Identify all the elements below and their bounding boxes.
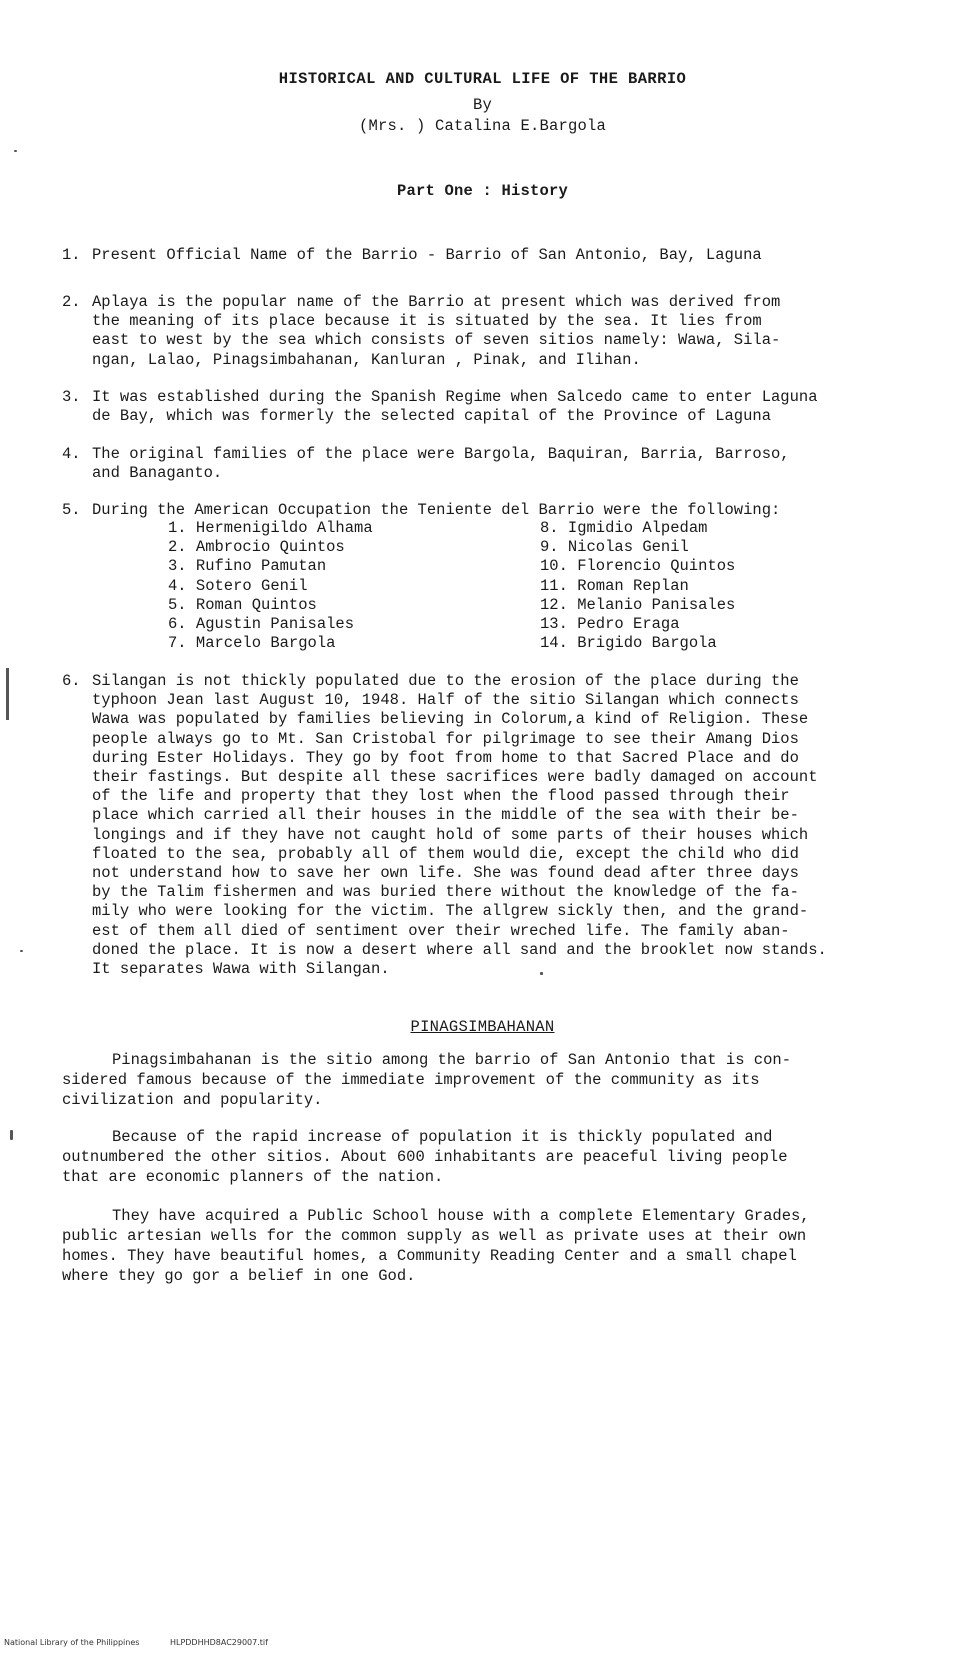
item-line: not understand how to save her own life. She was found dead after three days bbox=[92, 864, 799, 883]
paragraph-line: Pinagsimbahanan is the sitio among the barrio of San Antonio that is con- bbox=[112, 1051, 792, 1069]
paragraph-line: Because of the rapid increase of population it is thickly populated and bbox=[112, 1128, 773, 1146]
item-line: Silangan is not thickly populated due to the erosion of the place during the bbox=[92, 672, 799, 690]
item-line: It separates Wawa with Silangan. bbox=[92, 960, 390, 979]
section-paragraph bbox=[62, 1050, 862, 1110]
section-paragraph bbox=[62, 1206, 862, 1286]
officer-entry: 14. Brigido Bargola bbox=[540, 634, 717, 653]
scan-margin-mark bbox=[6, 668, 9, 720]
section-paragraph bbox=[62, 1127, 862, 1187]
paragraph-line: homes. They have beautiful homes, a Community Reading Center and a small chapel bbox=[62, 1247, 797, 1265]
item-line: ngan, Lalao, Pinagsimbahanan, Kanluran , Pinak, and Ilihan. bbox=[92, 350, 641, 369]
list-item bbox=[62, 246, 892, 265]
scan-footer bbox=[4, 1638, 268, 1647]
officer-entry: 5. Roman Quintos bbox=[168, 595, 317, 614]
list-item bbox=[62, 445, 892, 483]
item-number: 6. bbox=[62, 672, 81, 690]
item-number: 4. bbox=[62, 445, 81, 463]
item-line: during Ester Holidays. They go by foot from home to that Sacred Place and do bbox=[92, 748, 799, 767]
item-number: 2. bbox=[62, 293, 81, 311]
item-line: doned the place. It is now a desert where all sand and the brooklet now stands. bbox=[92, 940, 827, 959]
item-line: mily who were looking for the victim. The allgrew sickly then, and the grand- bbox=[92, 902, 809, 921]
item-line: and Banaganto. bbox=[92, 464, 223, 483]
officer-entry: 12. Melanio Panisales bbox=[540, 595, 736, 614]
paragraph-line: that are economic planners of the nation. bbox=[62, 1168, 444, 1186]
item-line: of the life and property that they lost when the flood passed through their bbox=[92, 787, 790, 806]
list-item bbox=[62, 293, 892, 370]
item-line: place which carried all their houses in the middle of the sea with their be- bbox=[92, 806, 799, 825]
officer-entry: 2. Ambrocio Quintos bbox=[168, 538, 345, 557]
paragraph-line: public artesian wells for the common supply as well as private uses at their own bbox=[62, 1227, 807, 1245]
paragraph-line: They have acquired a Public School house with a complete Elementary Grades, bbox=[112, 1207, 810, 1225]
paragraph-line: civilization and popularity. bbox=[62, 1091, 323, 1109]
officer-entry: 1. Hermenigildo Alhama bbox=[168, 519, 373, 537]
author-name: (Mrs. ) Catalina E.Bargola bbox=[358, 117, 607, 135]
item-line: est of them all died of sentiment over their wreched life. The family aban- bbox=[92, 921, 790, 940]
item-number: 5. bbox=[62, 501, 81, 519]
officer-entry: 13. Pedro Eraga bbox=[540, 615, 680, 634]
officer-entry: 7. Marcelo Bargola bbox=[168, 634, 336, 653]
officer-entry: 4. Sotero Genil bbox=[168, 576, 308, 595]
item-line: During the American Occupation the Teniente del Barrio were the following: bbox=[92, 501, 781, 519]
scan-speck bbox=[14, 150, 17, 152]
item-line: east to west by the sea which consists of seven sitios namely: Wawa, Sila- bbox=[92, 331, 781, 350]
item-line: typhoon Jean last August 10, 1948. Half of the sitio Silangan which connects bbox=[92, 691, 799, 710]
library-credit: National Library of the Philippines bbox=[4, 1638, 140, 1647]
officer-list-right bbox=[540, 519, 735, 653]
item-line: Wawa was populated by families believing in Colorum,a kind of Religion. These bbox=[92, 710, 809, 729]
officer-entry: 3. Rufino Pamutan bbox=[168, 557, 327, 576]
item-number: 1. bbox=[62, 246, 81, 264]
byline-label: By bbox=[472, 96, 492, 114]
item-line: the meaning of its place because it is situated by the sea. It lies from bbox=[92, 312, 762, 331]
scan-speck bbox=[20, 950, 23, 952]
part-heading: Part One : History bbox=[396, 182, 569, 200]
item-line: It was established during the Spanish Regime when Salcedo came to enter Laguna bbox=[92, 388, 818, 406]
file-name: HLPDDHHD8AC29007.tif bbox=[169, 1638, 268, 1647]
paragraph-line: sidered famous because of the immediate improvement of the community as its bbox=[62, 1071, 760, 1089]
item-line: Present Official Name of the Barrio - Barrio of San Antonio, Bay, Laguna bbox=[92, 246, 762, 264]
officer-list-left bbox=[168, 519, 373, 653]
officer-entry: 11. Roman Replan bbox=[540, 576, 689, 595]
item-line: people always go to Mt. San Cristobal for pilgrimage to see their Amang Dios bbox=[92, 729, 799, 748]
list-item bbox=[62, 501, 892, 520]
item-line: The original families of the place were Bargola, Baquiran, Barria, Barroso, bbox=[92, 445, 790, 463]
item-number: 3. bbox=[62, 388, 81, 406]
officer-entry: 8. Igmidio Alpedam bbox=[540, 519, 708, 537]
item-line: de Bay, which was formerly the selected capital of the Province of Laguna bbox=[92, 407, 772, 426]
item-line: longings and if they have not caught hold of some parts of their houses which bbox=[92, 825, 809, 844]
item-line: Aplaya is the popular name of the Barrio at present which was derived from bbox=[92, 293, 781, 311]
officer-entry: 6. Agustin Panisales bbox=[168, 615, 355, 634]
item-line: by the Talim fishermen and was buried there without the knowledge of the fa- bbox=[92, 883, 799, 902]
document-title: HISTORICAL AND CULTURAL LIFE OF THE BARRIO bbox=[278, 70, 687, 88]
scan-speck bbox=[540, 972, 543, 975]
item-line: their fastings. But despite all these sacrifices were badly damaged on account bbox=[92, 768, 818, 787]
paragraph-line: outnumbered the other sitios. About 600 inhabitants are peaceful living people bbox=[62, 1148, 788, 1166]
officer-entry: 10. Florencio Quintos bbox=[540, 557, 736, 576]
officer-entry: 9. Nicolas Genil bbox=[540, 538, 689, 557]
list-item bbox=[62, 388, 892, 426]
paragraph-line: where they go gor a belief in one God. bbox=[62, 1267, 416, 1285]
scan-speck bbox=[10, 1130, 13, 1140]
list-item bbox=[62, 672, 892, 979]
item-line: floated to the sea, probably all of them would die, except the child who did bbox=[92, 844, 799, 863]
section-heading: PINAGSIMBAHANAN bbox=[410, 1018, 555, 1036]
